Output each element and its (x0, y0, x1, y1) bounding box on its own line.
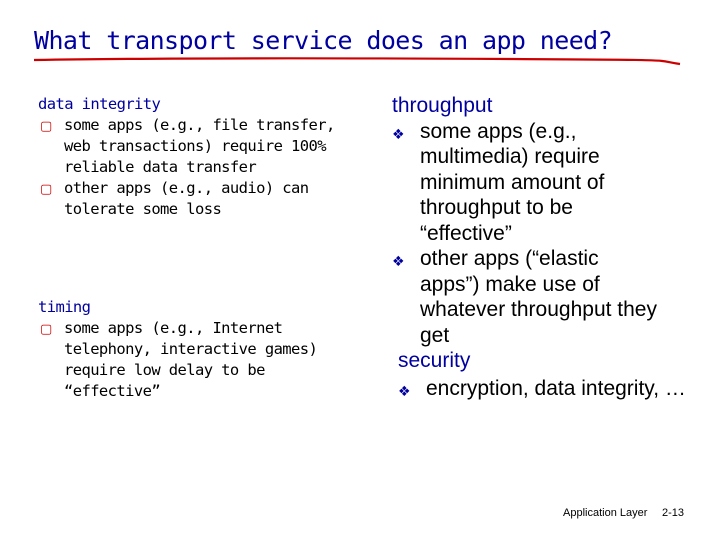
bullet-text: other apps (e.g., audio) can tolerate some loss (64, 179, 309, 218)
title-underline (32, 54, 684, 68)
footer-label: Application Layer (563, 507, 648, 519)
bullet-text: some apps (e.g., file transfer, web transactions) require 100% reliable data transfer (64, 116, 335, 176)
list-item (38, 178, 368, 220)
diamond-bullet-icon: ❖ (392, 254, 405, 270)
data-integrity-heading: data integrity (38, 95, 161, 113)
slide-title: What transport service does an app need? (34, 26, 613, 55)
bullet-icon: ▢ (40, 322, 52, 337)
diamond-bullet-icon: ❖ (392, 126, 405, 143)
bullet-text: encryption, data integrity, … (426, 376, 686, 400)
bullet-icon: ▢ (40, 119, 52, 134)
bullet-icon: ▢ (40, 182, 52, 197)
list-item (38, 318, 354, 402)
throughput-heading: throughput (392, 94, 493, 117)
right-column (392, 93, 712, 401)
list-item (392, 119, 660, 247)
timing-heading: timing (38, 298, 91, 316)
diamond-bullet-icon: ❖ (398, 383, 411, 400)
timing-section (38, 297, 368, 402)
list-item (392, 246, 660, 348)
list-item (398, 376, 720, 402)
bullet-text: some apps (e.g., multimedia) require minimum amount of throughput to be “effective” (420, 119, 605, 245)
bullet-text: some apps (e.g., Internet telephony, interactive games) require low delay to be “effective” (64, 319, 318, 400)
page-number: 2-13 (662, 507, 685, 519)
list-item (38, 115, 368, 178)
data-integrity-section (38, 94, 368, 220)
bullet-text: other apps (“elastic apps”) make use of whatever throughput they get (420, 247, 657, 347)
security-heading: security (398, 349, 471, 372)
